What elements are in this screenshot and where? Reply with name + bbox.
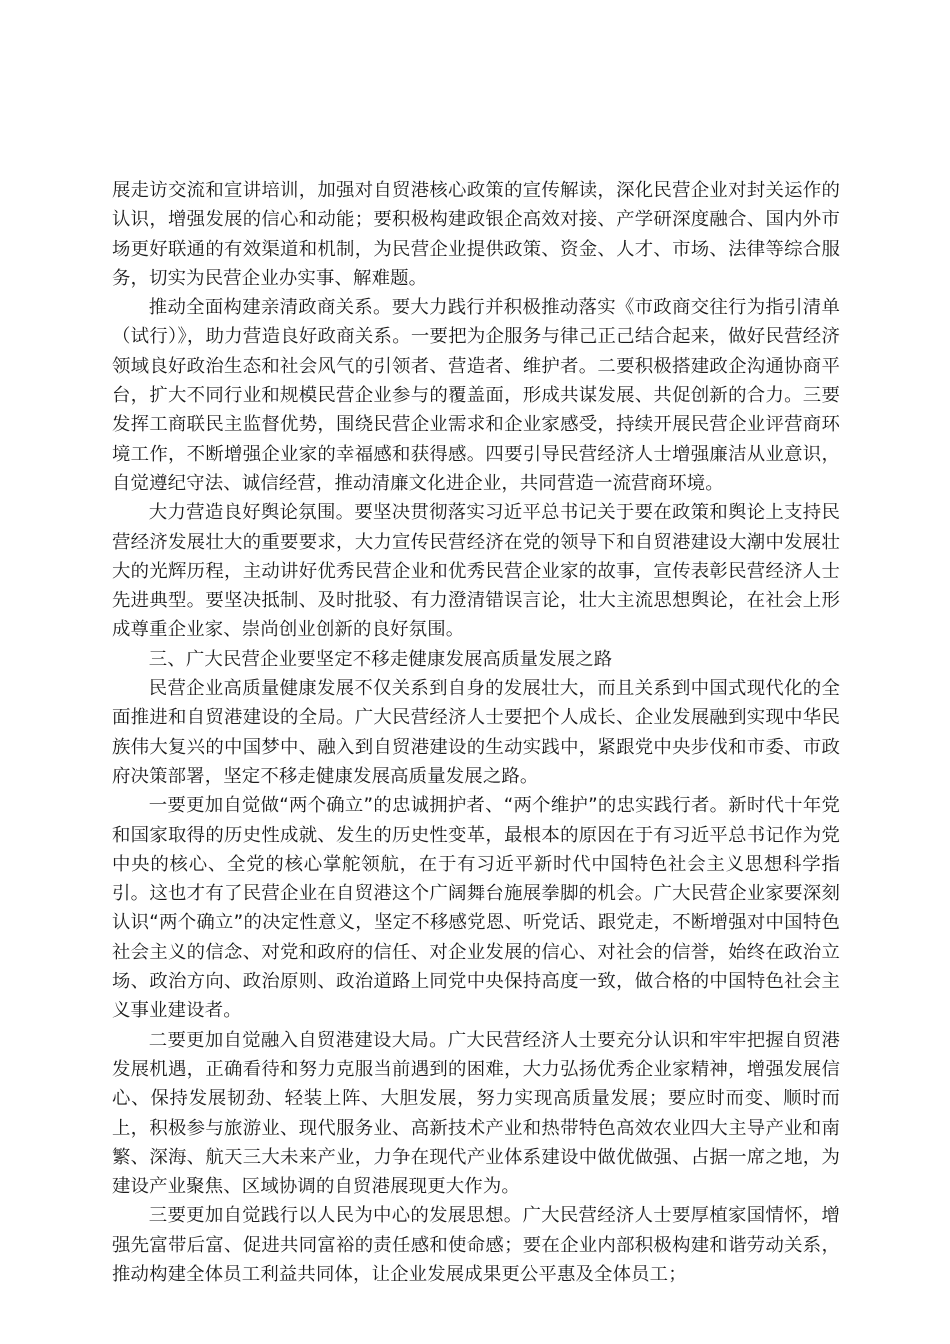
paragraph-high-quality: 民营企业高质量健康发展不仅关系到自身的发展壮大，而且关系到中国式现代化的全面推进和自贸港建设的全局。广大民营经济人士要把个人成长、企业发展融到实现中华民族伟大复兴的中国梦中、融入到自贸港建设的生动实践中，紧跟党中央步伐和市委、市政府决策部署，坚定不移走健康发展高质量发展之路。 (112, 678, 840, 787)
paragraph-qing-relations: 推动全面构建亲清政商关系。要大力践行并积极推动落实《市政商交往行为指引清单（试行）》，助力营造良好政商关系。一要把为企服务与律己正己结合起来，做好民营经济领域良好政治生态和社会风气的引领者、营造者、维护者。二要积极搭建政企沟通协商平台，扩大不同行业和规模民营企业参与的覆盖面，形成共谋发展、共促创新的合力。三要发挥工商联民主监督优势，围绕民营企业需求和企业家感受，持续开展民营企业评营商环境工作，不断增强企业家的幸福感和获得感。四要引导民营经济人士增强廉洁从业意识，自觉遵纪守法、诚信经营，推动清廉文化进企业，共同营造一流营商环境。 (112, 297, 840, 494)
paragraph-point-one: 一要更加自觉做“两个确立”的忠诚拥护者、“两个维护”的忠实践行者。新时代十年党和国家取得的历史性成就、发生的历史性变革，最根本的原因在于有习近平总书记作为党中央的核心、全党的核心掌舵领航，在于有习近平新时代中国特色社会主义思想科学指引。这也才有了民营企业在自贸港这个广阔舞台施展拳脚的机会。广大民营企业家要深刻认识“两个确立”的决定性意义，坚定不移感党恩、听党话、跟党走，不断增强对中国特色社会主义的信念、对党和政府的信任、对企业发展的信心、对社会的信誉，始终在政治立场、政治方向、政治原则、政治道路上同党中央保持高度一致，做合格的中国特色社会主义事业建设者。 (112, 795, 840, 1022)
paragraph-point-three: 三要更加自觉践行以人民为中心的发展思想。广大民营经济人士要厚植家国情怀，增强先富带后富、促进共同富裕的责任感和使命感；要在企业内部积极构建和谐劳动关系，推动构建全体员工利益共同体，让企业发展成果更公平惠及全体员工； (112, 1205, 840, 1285)
document-page (112, 176, 840, 1289)
section-heading: 三、广大民营企业要坚定不移走健康发展高质量发展之路 (148, 648, 613, 670)
paragraph-public-opinion: 大力营造良好舆论氛围。要坚决贯彻落实习近平总书记关于要在政策和舆论上支持民营经济发展壮大的重要要求，大力宣传民营经济在党的领导下和自贸港建设大潮中发展壮大的光辉历程，主动讲好优秀民营企业和优秀民营企业家的故事，宣传表彰民营经济人士先进典型。要坚决抵制、及时批驳、有力澄清错误言论，壮大主流思想舆论，在社会上形成尊重企业家、崇尚创业创新的良好氛围。 (112, 502, 840, 641)
paragraph-continuation: 展走访交流和宣讲培训，加强对自贸港核心政策的宣传解读，深化民营企业对封关运作的认识，增强发展的信心和动能；要积极构建政银企高效对接、产学研深度融合、国内外市场更好联通的有效渠道和机制，为民营企业提供政策、资金、人才、市场、法律等综合服务，切实为民营企业办实事、解难题。 (112, 180, 840, 289)
paragraph-point-two: 二要更加自觉融入自贸港建设大局。广大民营经济人士要充分认识和牢牢把握自贸港发展机遇，正确看待和努力克服当前遇到的困难，大力弘扬优秀企业家精神，增强发展信心、保持发展韧劲、轻装上阵、大胆发展，努力实现高质量发展；要应时而变、顺时而上，积极参与旅游业、现代服务业、高新技术产业和热带特色高效农业四大主导产业和南繁、深海、航天三大未来产业，力争在现代产业体系建设中做优做强、占据一席之地，为建设产业聚焦、区域协调的自贸港展现更大作为。 (112, 1029, 840, 1198)
